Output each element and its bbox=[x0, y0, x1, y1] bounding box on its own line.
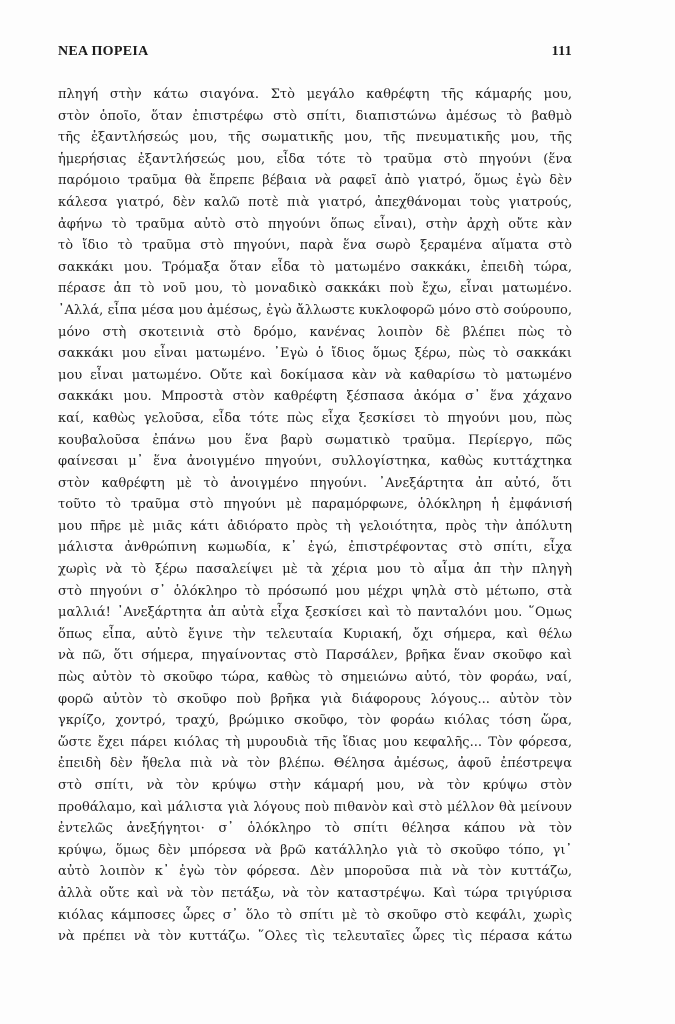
text-line: φορῶ αὐτὸν τὸ σκοῦφο ποὺ βρῆκα γιὰ διάφορους λόγους... αὐτὸν τὸν bbox=[58, 691, 572, 707]
text-line: στὸ σπίτι, νὰ τὸν κρύψω στὴν κάμαρή μου, νὰ τὸν κρύψω στὸν bbox=[58, 778, 572, 793]
page-number: 111 bbox=[551, 44, 572, 59]
text-line: ἀφήνω τὸ τραῦμα αὐτὸ στὸ πηγούνι ὅπως εἶναι), στὴν ἀρχὴ οὔτε κὰν bbox=[58, 216, 572, 232]
text-line: τὸ ἴδιο τὸ τραῦμα στὸ πηγούνι, παρὰ ἕνα σωρὸ ξεραμένα αἵματα στὸ bbox=[58, 238, 572, 254]
text-line: ἀλλὰ οὔτε καὶ νὰ τὸν πετάξω, νὰ τὸν καταστρέψω. Καὶ τώρα τριγύρισα bbox=[58, 885, 572, 901]
text-line: χωρὶς νὰ τὸ ξέρω πασαλείψει μὲ τὰ χέρια μου τὸ αἷμα ἀπ τὴν πληγὴ bbox=[58, 562, 572, 578]
text-line: κουβαλοῦσα ἐπάνω μου ἕνα βαρὺ σωματικὸ τραῦμα. Περίεργο, πῶς bbox=[58, 432, 572, 448]
text-line: καί, καθὼς γελοῦσα, εἶδα τότε πὼς εἶχα ξεσκίσει τὸ πηγούνι μου, πὼς bbox=[58, 410, 572, 426]
text-line: νὰ πῶ, ὅτι σήμερα, πηγαίνοντας στὸ Παρσάλεν, βρῆκα ἕναν σκοῦφο καὶ bbox=[58, 648, 572, 664]
text-line: προθάλαμο, καὶ μάλιστα γιὰ λόγους ποὺ πιθανὸν καὶ στὸ μέλλον θὰ μείνουν bbox=[58, 799, 572, 815]
text-line: παρόμοιο τραῦμα θὰ ἔπρεπε βέβαια νὰ ραφεῖ ἀπὸ γιατρό, ὅμως ἐγὼ δὲν bbox=[58, 173, 572, 189]
text-line: πὼς αὐτὸν τὸ σκοῦφο τώρα, καθὼς τὸ σημειώνω αὐτό, τὸν φοράω, ναί, bbox=[58, 670, 572, 686]
text-line: κρύψω, ὅμως δὲν μπόρεσα νὰ βρῶ κατάλληλο γιὰ τὸ σκοῦφο τόπο, γι᾿ bbox=[58, 842, 572, 858]
text-line: μόνο στὴ σκοτεινιὰ στὸ δρόμο, κανένας λοιπὸν δὲ βλέπει πὼς τὸ bbox=[58, 324, 572, 340]
text-line: στὸ πηγούνι σ᾿ ὁλόκληρο τὸ πρόσωπό μου μέχρι ψηλὰ στὸ μέτωπο, στὰ bbox=[58, 583, 572, 599]
text-line: ἐντελῶς ἀνεξήγητοι· σ᾿ ὁλόκληρο τὸ σπίτι θέλησα κάπου νὰ τὸν bbox=[58, 821, 572, 837]
text-line: κιόλας κάμποσες ὧρες σ᾿ ὅλο τὸ σπίτι μὲ τὸ σκοῦφο στὸ κεφάλι, χωρὶς bbox=[58, 907, 572, 923]
body-text bbox=[58, 84, 572, 948]
text-line: μάλιστα ἀνθρώπινη κωμωδία, κ᾿ ἐγώ, ἐπιστρέφοντας στὸ σπίτι, εἶχα bbox=[58, 540, 572, 556]
text-line: μου εἶναι ματωμένο. Οὔτε καὶ δοκίμασα κὰν νὰ καθαρίσω τὸ ματωμένο bbox=[58, 367, 572, 383]
text-line: αὐτὸ λοιπὸν κ᾿ ἐγὼ τὸν φόρεσα. Δὲν μποροῦσα πιὰ νὰ τὸν κυττάζω, bbox=[58, 864, 572, 880]
text-line: τῆς ἐξαντλήσεώς μου, τῆς σωματικῆς μου, τῆς πνευματικῆς μου, τῆς bbox=[58, 130, 572, 146]
running-title: ΝΕΑ ΠΟΡΕΙΑ bbox=[58, 44, 149, 59]
text-line: τοῦτο τὸ τραῦμα στὸ πηγούνι μὲ παραμόρφωνε, ὁλόκληρη ἡ ἐμφάνισή bbox=[58, 497, 572, 513]
text-line: ᾿Αλλά, εἶπα μέσα μου ἀμέσως, ἐγὼ ἄλλωστε κυκλοφορῶ μόνο στὸ σούρουπο, bbox=[58, 302, 572, 318]
text-line: ἐπειδὴ δὲν ἤθελα πιὰ νὰ τὸν βλέπω. Θέλησα ἀμέσως, ἀφοῦ ἐπέστρεψα bbox=[58, 756, 572, 772]
text-line: μαλλιά! ᾿Ανεξάρτητα ἀπ αὐτὰ εἶχα ξεσκίσει καὶ τὸ πανταλόνι μου. ῞Ομως bbox=[58, 605, 572, 621]
text-line: στὸν ὁποῖο, ὅταν ἐπιστρέφω στὸ σπίτι, διαπιστώνω ἀμέσως τὸ βαθμὸ bbox=[58, 108, 572, 124]
text-line: ὥστε ἔχει πάρει κιόλας τὴ μυρουδιὰ τῆς ἴδιας μου κεφαλῆς... Τὸν φόρεσα, bbox=[58, 734, 572, 750]
text-line: μου πῆρε μὲ μιᾶς κάτι ἀδιόρατο πρὸς τὴ γελοιότητα, πρὸς τὴν ἀπόλυτη bbox=[58, 518, 572, 534]
text-line: σακκάκι μου. Τρόμαξα ὅταν εἶδα τὸ ματωμένο σακκάκι, ἐπειδὴ τώρα, bbox=[58, 259, 572, 275]
text-line: σακκάκι μου εἶναι ματωμένο. ᾿Εγὼ ὁ ἴδιος ὅμως ξέρω, πὼς τὸ σακκάκι bbox=[58, 346, 572, 362]
text-line: ὅπως εἶπα, αὐτὸ ἔγινε τὴν τελευταία Κυριακή, ὄχι σήμερα, καὶ θέλω bbox=[58, 626, 572, 642]
text-line: ἡμερήσιας ἐξαντλήσεώς μου, εἶδα τότε τὸ τραῦμα στὸ πηγούνι (ἕνα bbox=[58, 151, 572, 167]
text-line: σακκάκι μου. Μπροστὰ στὸν καθρέφτη ξέσπασα ἀκόμα σ᾿ ἕνα χάχανο bbox=[58, 389, 572, 405]
text-line: κάλεσα γιατρό, δὲν καλῶ ποτὲ πιὰ γιατρό, ἀπεχθάνομαι τοὺς γιατρούς, bbox=[58, 194, 572, 210]
page-header bbox=[58, 44, 572, 64]
text-line: πληγή στὴν κάτω σιαγόνα. Στὸ μεγάλο καθρέφτη τῆς κάμαρής μου, bbox=[58, 87, 572, 102]
text-line: πέρασε ἀπ τὸ νοῦ μου, τὸ μοναδικὸ σακκάκι ποὺ ἔχω, εἶναι ματωμένο. bbox=[58, 281, 572, 297]
text-line: νὰ πρέπει νὰ τὸν κυττάζω. ῞Ολες τὶς τελευταῖες ὧρες τὶς πέρασα κάτω bbox=[58, 929, 572, 945]
text-line: γκρίζο, χοντρό, τραχύ, βρώμικο σκοῦφο, τὸν φοράω κιόλας τόση ὥρα, bbox=[58, 713, 572, 729]
text-line: φαίνεσαι μ᾿ ἕνα ἀνοιγμένο πηγούνι, συλλογίστηκα, καθὼς κυττάχτηκα bbox=[58, 454, 572, 470]
text-line: στὸν καθρέφτη μὲ τὸ ἀνοιγμένο πηγούνι. ᾿Ανεξάρτητα ἀπ αὐτό, ὅτι bbox=[58, 475, 572, 491]
